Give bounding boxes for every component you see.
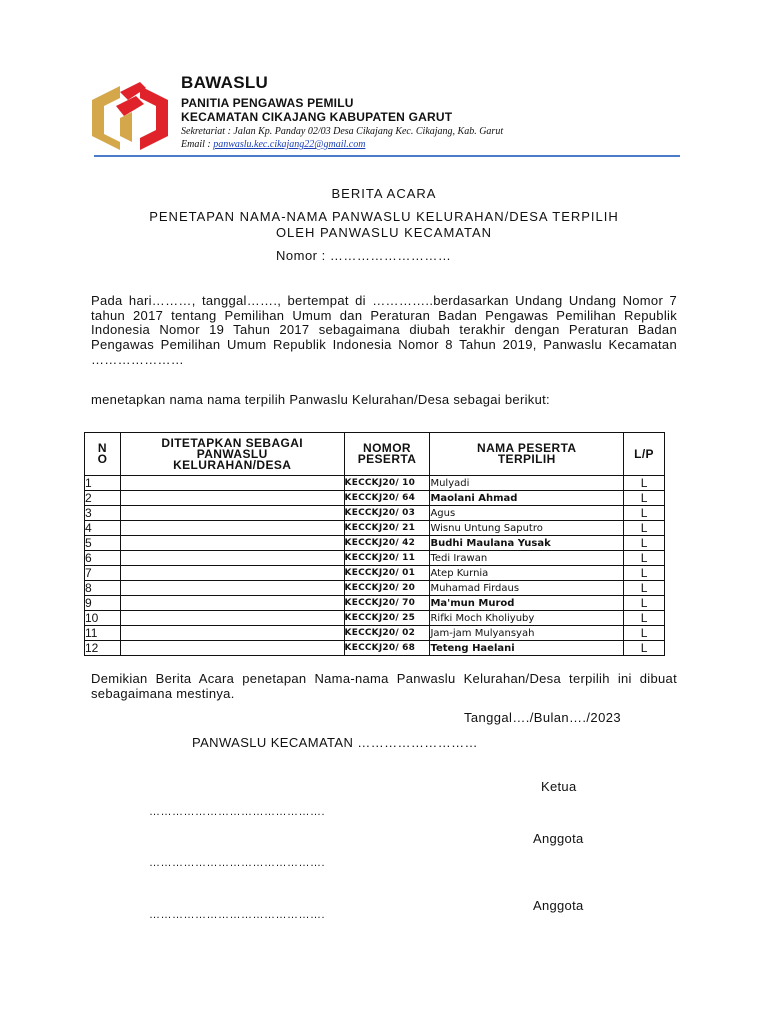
row-ditetapkan <box>120 566 344 581</box>
table-row <box>85 491 665 506</box>
row-nomor-peserta: KECCKJ20/ 20 <box>344 581 430 596</box>
row-lp: L <box>624 596 665 611</box>
row-nomor-peserta: KECCKJ20/ 70 <box>344 596 430 611</box>
role-ketua: Ketua <box>541 779 577 794</box>
row-number: 1 <box>85 476 121 491</box>
org-subtitle-1: PANITIA PENGAWAS PEMILU <box>181 96 354 110</box>
row-nama-peserta: Budhi Maulana Yusak <box>430 536 624 551</box>
org-subtitle-2: KECAMATAN CIKAJANG KABUPATEN GARUT <box>181 110 453 124</box>
row-nomor-peserta: KECCKJ20/ 21 <box>344 521 430 536</box>
row-ditetapkan <box>120 551 344 566</box>
table-row <box>85 536 665 551</box>
table-row <box>85 521 665 536</box>
row-nomor-peserta: KECCKJ20/ 64 <box>344 491 430 506</box>
row-lp: L <box>624 626 665 641</box>
row-nomor-peserta: KECCKJ20/ 68 <box>344 641 430 656</box>
row-nama-peserta: Atep Kurnia <box>430 566 624 581</box>
row-nama-peserta: Maolani Ahmad <box>430 491 624 506</box>
row-nama-peserta: Mulyadi <box>430 476 624 491</box>
row-nomor-peserta: KECCKJ20/ 42 <box>344 536 430 551</box>
row-number: 11 <box>85 626 121 641</box>
row-number: 10 <box>85 611 121 626</box>
header-ditetapkan: DITETAPKAN SEBAGAI PANWASLU KELURAHAN/DESA <box>120 433 344 476</box>
table-row <box>85 506 665 521</box>
row-ditetapkan <box>120 596 344 611</box>
row-number: 4 <box>85 521 121 536</box>
row-nomor-peserta: KECCKJ20/ 02 <box>344 626 430 641</box>
table-row <box>85 596 665 611</box>
row-lp: L <box>624 611 665 626</box>
bawaslu-logo <box>90 78 170 150</box>
row-number: 8 <box>85 581 121 596</box>
email-label: Email : <box>181 139 214 150</box>
signature-line-ketua: ………………………………………. <box>149 806 326 818</box>
row-ditetapkan <box>120 506 344 521</box>
row-nama-peserta: Jam-jam Mulyansyah <box>430 626 624 641</box>
row-number: 7 <box>85 566 121 581</box>
row-ditetapkan <box>120 536 344 551</box>
row-number: 5 <box>85 536 121 551</box>
row-nomor-peserta: KECCKJ20/ 10 <box>344 476 430 491</box>
table-row <box>85 581 665 596</box>
table-row <box>85 551 665 566</box>
date-line: Tanggal…./Bulan…./2023 <box>464 710 621 725</box>
header-nama-peserta: NAMA PESERTA TERPILIH <box>430 433 624 476</box>
doc-subtitle-1: PENETAPAN NAMA-NAMA PANWASLU KELURAHAN/DESA TERPILIH <box>149 209 619 224</box>
row-nomor-peserta: KECCKJ20/ 25 <box>344 611 430 626</box>
table-row <box>85 566 665 581</box>
row-nomor-peserta: KECCKJ20/ 01 <box>344 566 430 581</box>
table-row <box>85 476 665 491</box>
doc-number: Nomor : ……………………… <box>276 248 452 263</box>
row-lp: L <box>624 581 665 596</box>
signature-line-anggota-2: ………………………………………. <box>149 909 326 921</box>
row-ditetapkan <box>120 521 344 536</box>
table-row <box>85 626 665 641</box>
row-lp: L <box>624 536 665 551</box>
row-nama-peserta: Teteng Haelani <box>430 641 624 656</box>
email-link[interactable]: panwaslu.kec.cikajang22@gmail.com <box>213 139 366 150</box>
header-lp: L/P <box>624 433 665 476</box>
paragraph-menetapkan: menetapkan nama nama terpilih Panwaslu Kelurahan/Desa sebagai berikut: <box>91 392 550 407</box>
row-number: 3 <box>85 506 121 521</box>
row-lp: L <box>624 551 665 566</box>
org-email-line <box>181 139 365 150</box>
row-nama-peserta: Agus <box>430 506 624 521</box>
row-ditetapkan <box>120 491 344 506</box>
doc-title: BERITA ACARA <box>331 186 437 201</box>
row-nomor-peserta: KECCKJ20/ 11 <box>344 551 430 566</box>
header-no: N O <box>85 433 121 476</box>
header-divider <box>94 155 680 157</box>
row-nama-peserta: Muhamad Firdaus <box>430 581 624 596</box>
doc-subtitle-2: OLEH PANWASLU KECAMATAN <box>275 225 493 240</box>
row-lp: L <box>624 566 665 581</box>
row-ditetapkan <box>120 611 344 626</box>
candidates-table <box>84 432 665 656</box>
row-number: 12 <box>85 641 121 656</box>
row-number: 9 <box>85 596 121 611</box>
role-anggota-1: Anggota <box>533 831 584 846</box>
row-ditetapkan <box>120 581 344 596</box>
row-lp: L <box>624 476 665 491</box>
table-header-row <box>85 433 665 476</box>
row-lp: L <box>624 521 665 536</box>
row-ditetapkan <box>120 641 344 656</box>
row-lp: L <box>624 506 665 521</box>
header-nomor-peserta: NOMOR PESERTA <box>344 433 430 476</box>
org-address: Sekretariat : Jalan Kp. Panday 02/03 Desa Cikajang Kec. Cikajang, Kab. Garut <box>181 126 504 137</box>
table-row <box>85 641 665 656</box>
paragraph-closing: Demikian Berita Acara penetapan Nama-nama Panwaslu Kelurahan/Desa terpilih ini dibuat sebagaimana mestinya. <box>91 671 677 701</box>
row-number: 2 <box>85 491 121 506</box>
row-lp: L <box>624 491 665 506</box>
paragraph-intro: Pada hari………, tanggal……., bertempat di …………..berdasarkan Undang Undang Nomor 7 tahun 2017 tentang Pemilihan Umum dan Peraturan Badan Pengawas Pemilihan Republik Indonesia Nomor 19 Tahun 2017 sebagaimana diubah terakhir dengan Peraturan Badan Pengawas Pemilihan Umum Republik Indonesia Nomor 8 Tahun 2019, Panwaslu Kecamatan ………………… <box>91 293 677 367</box>
row-nama-peserta: Ma'mun Murod <box>430 596 624 611</box>
panwaslu-kecamatan-line: PANWASLU KECAMATAN ……………………… <box>192 735 478 750</box>
row-nama-peserta: Wisnu Untung Saputro <box>430 521 624 536</box>
row-lp: L <box>624 641 665 656</box>
table-row <box>85 611 665 626</box>
row-ditetapkan <box>120 476 344 491</box>
row-number: 6 <box>85 551 121 566</box>
row-nomor-peserta: KECCKJ20/ 03 <box>344 506 430 521</box>
role-anggota-2: Anggota <box>533 898 584 913</box>
row-ditetapkan <box>120 626 344 641</box>
org-name: BAWASLU <box>181 73 269 92</box>
row-nama-peserta: Tedi Irawan <box>430 551 624 566</box>
signature-line-anggota-1: ………………………………………. <box>149 857 326 869</box>
row-nama-peserta: Rifki Moch Kholiyuby <box>430 611 624 626</box>
